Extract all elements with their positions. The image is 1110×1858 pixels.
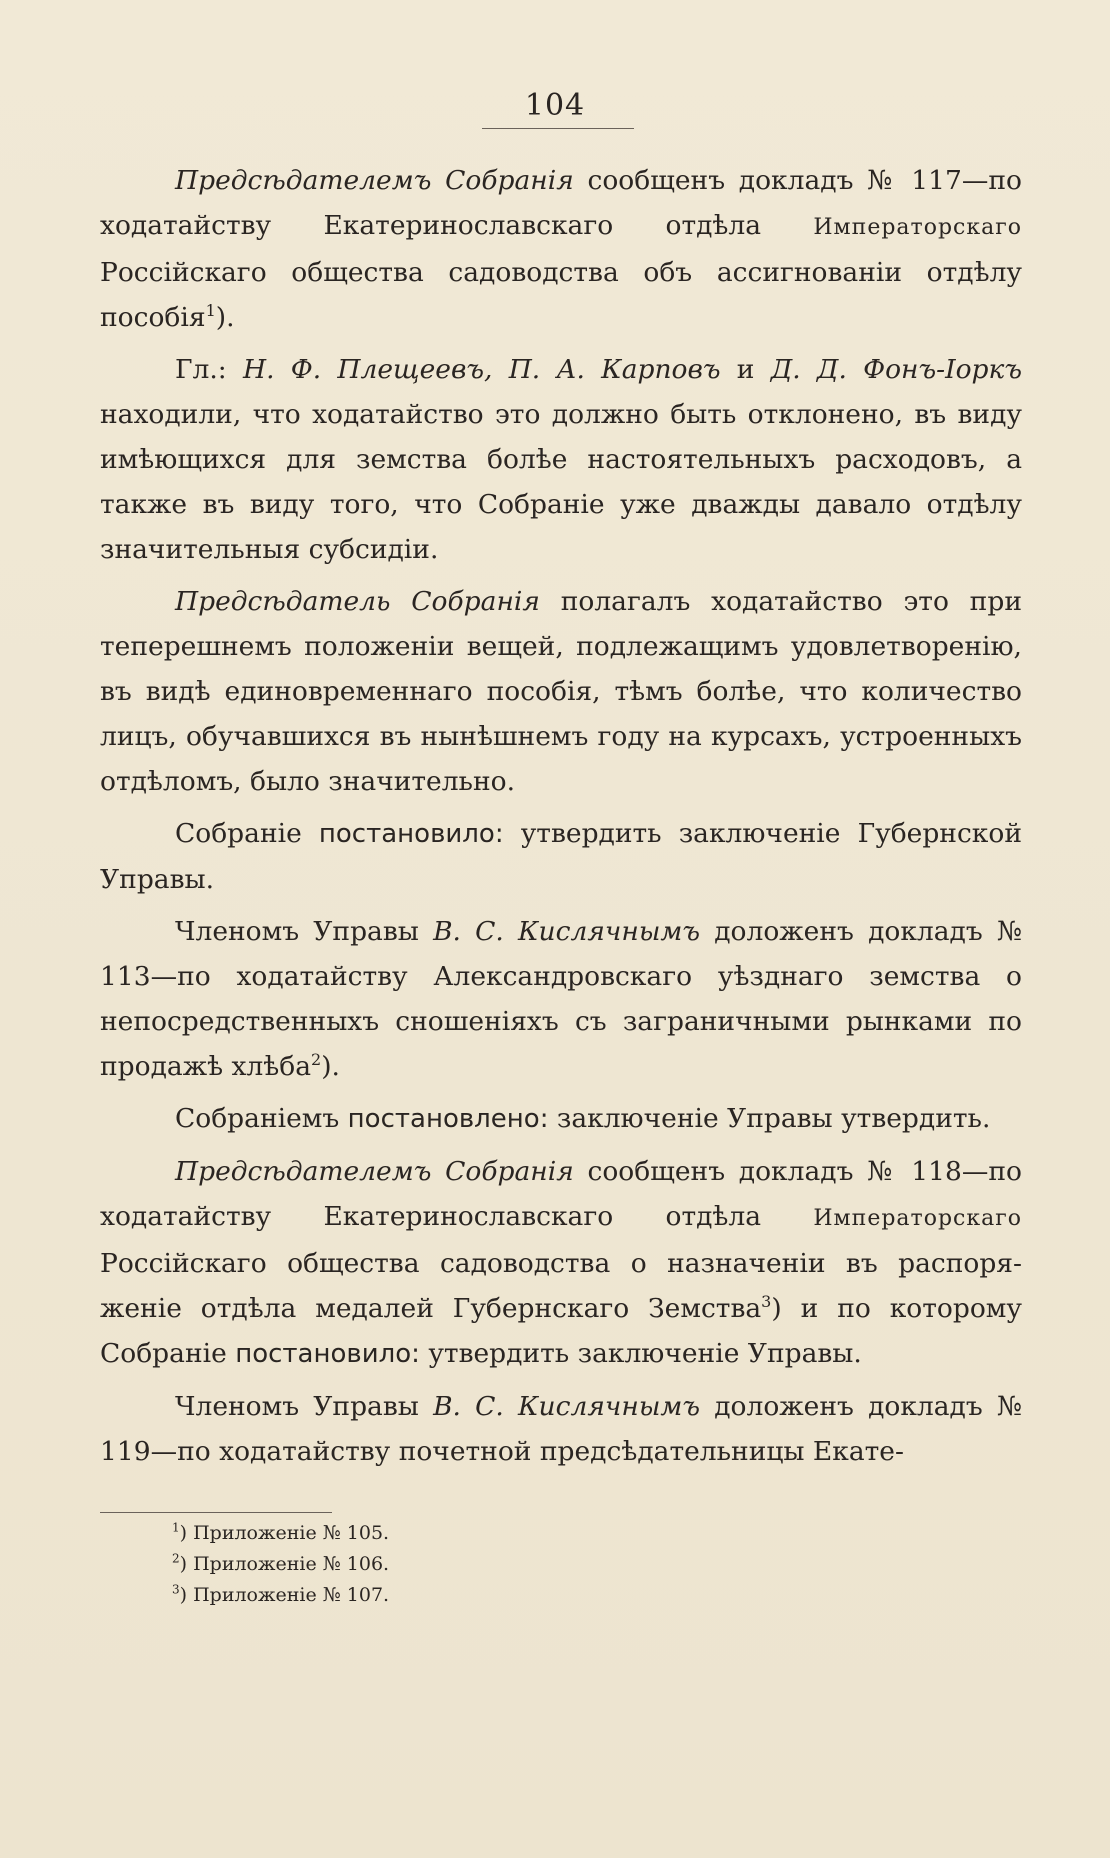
footnote-mark: 1: [172, 1520, 180, 1535]
text-run: утвердить заключеніе Управы.: [419, 1338, 862, 1369]
footnote-ref: 3: [761, 1292, 772, 1312]
page-number-rule: [482, 128, 634, 129]
paragraph: [100, 811, 1022, 902]
footnote: [172, 1580, 389, 1611]
text-run: заключеніе Управы утвердить.: [548, 1103, 991, 1134]
footnote-text: ) Приложеніе № 107.: [179, 1584, 390, 1606]
footnote-mark: 2: [172, 1551, 180, 1566]
text-run: Россійскаго общества садоводства о назначеніи въ распоряженіе отдѣла медалей Губернскаго Земства: [100, 1248, 1022, 1324]
ital-text: Предсѣдатель Собранія: [175, 586, 540, 617]
text-run: Членомъ Управы: [175, 1391, 434, 1422]
text-run: и: [720, 354, 771, 385]
text-run: Собраніе: [175, 818, 319, 849]
text-run: доложенъ докладъ № 119—по ходатайству почетной предсѣдательницы Екате-: [100, 1391, 1022, 1467]
footnote-ref: 1: [205, 301, 216, 321]
decision-text: постановило:: [235, 1339, 420, 1369]
paragraph: [100, 1149, 1022, 1377]
ital-text: В. С. Кислячнымъ: [433, 1391, 701, 1422]
footnote-text: ) Приложеніе № 106.: [179, 1553, 390, 1575]
text-run: Членомъ Управы: [175, 916, 434, 947]
ital-text: Предсѣдателемъ Собранія: [175, 165, 574, 196]
smallcaps-text: Императорскаго: [813, 215, 1022, 240]
footnote-ref: 2: [311, 1050, 322, 1070]
paragraph: [100, 909, 1022, 1089]
paragraph: [100, 579, 1022, 804]
text-run: Гл.:: [175, 354, 243, 385]
footnote-mark: 3: [172, 1582, 180, 1597]
decision-text: постановило:: [318, 819, 504, 849]
text-run: ).: [321, 1051, 340, 1082]
text-run: сообщенъ докладъ № 118—по ходатайству Екатеринославскаго отдѣла: [100, 1156, 1022, 1232]
ital-text: В. С. Кислячнымъ: [433, 916, 701, 947]
page-number: 104: [524, 88, 586, 123]
footnote-text: ) Приложеніе № 105.: [179, 1522, 390, 1544]
text-run: находили, что ходатайство это должно быть отклонено, въ виду имѣющихся для земства болѣе настоятельныхъ расходовъ, а также въ виду того, что Собраніе уже дважды давало отдѣлу значительныя субсидіи.: [100, 399, 1022, 565]
footnote: [172, 1518, 389, 1549]
paragraph: [100, 158, 1022, 340]
footnote-rule: [100, 1512, 332, 1513]
decision-text: постановлено:: [347, 1104, 549, 1134]
ital-text: Н. Ф. Плещеевъ, П. А. Карповъ: [242, 354, 721, 385]
text-run: ) и по которому Собраніе: [100, 1293, 1022, 1369]
text-run: утвердить заключеніе Губернской Управы.: [100, 818, 1022, 895]
ital-text: Предсѣдателемъ Собранія: [175, 1156, 574, 1187]
footnotes: [172, 1518, 389, 1611]
paragraph: [100, 1384, 1022, 1474]
paragraph: [100, 347, 1022, 572]
paragraph: [100, 1096, 1022, 1142]
text-run: Россійскаго общества садоводства объ ассигнованіи отдѣлу пособія: [100, 257, 1022, 333]
smallcaps-text: Императорскаго: [813, 1206, 1022, 1231]
text-run: полагалъ ходатайство это при теперешнемъ положеніи вещей, подлежащимъ удовлетворенію, въ видѣ единовременнаго пособія, тѣмъ болѣе, что количество лицъ, обучавшихся въ нынѣшнемъ году на курсахъ, устроенныхъ отдѣломъ, было значительно.: [100, 586, 1022, 797]
text-run: доложенъ докладъ № 113—по ходатайству Александровскаго уѣзднаго земства о непосредственныхъ сношеніяхъ съ заграничными рынками по продажѣ хлѣба: [100, 916, 1022, 1082]
text-run: ).: [215, 302, 235, 333]
text-run: сообщенъ докладъ № 117—по ходатайству Екатеринославскаго отдѣла: [100, 165, 1022, 241]
text-run: Собраніемъ: [175, 1103, 348, 1134]
body-text: [100, 158, 1022, 1481]
ital-text: Д. Д. Фонъ-Іоркъ: [770, 354, 1023, 385]
footnote: [172, 1549, 389, 1580]
